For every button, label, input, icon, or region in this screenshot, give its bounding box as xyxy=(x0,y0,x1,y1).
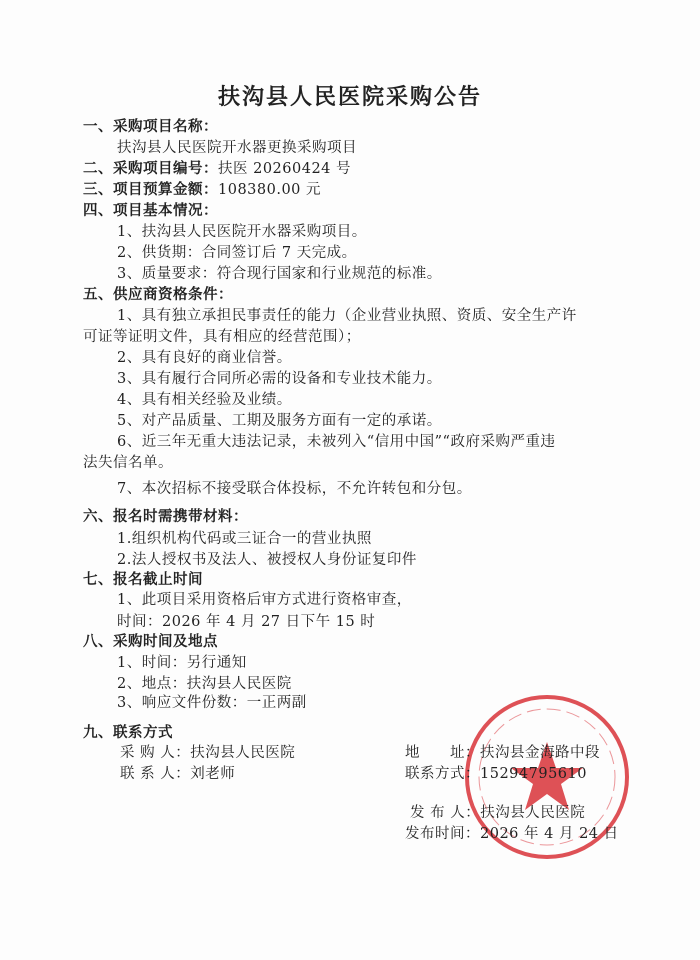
line-text: 1、具有独立承担民事责任的能力（企业营业执照、资质、安全生产许 xyxy=(117,308,577,324)
publish-date-line: 发布时间：2026 年 4 月 24 日 xyxy=(405,826,619,842)
content-line xyxy=(117,527,372,548)
line-text: 一、采购项目名称： xyxy=(83,119,218,135)
line-text: 3、质量要求：符合现行国家和行业规范的标准。 xyxy=(117,266,442,282)
line-text: 六、报名时需携带材料： xyxy=(83,509,248,525)
section-heading xyxy=(83,505,248,526)
line-text: 3、具有履行合同所必需的设备和专业技术能力。 xyxy=(117,371,442,387)
line-text: 法失信名单。 xyxy=(83,455,173,471)
line-text: 四、项目基本情况： xyxy=(83,203,218,219)
line-text: 1.组织机构代码或三证合一的营业执照 xyxy=(117,531,372,547)
section-heading xyxy=(83,721,173,742)
content-line xyxy=(117,409,442,430)
line-text: 2、地点：扶沟县人民医院 xyxy=(117,676,292,692)
line-text: 4、具有相关经验及业绩。 xyxy=(117,392,292,408)
line-text: 3、响应文件份数：一正两副 xyxy=(117,695,307,711)
publisher-line: 发 布 人：扶沟县人民医院 xyxy=(410,805,586,821)
section-heading xyxy=(83,199,218,220)
content-line xyxy=(117,241,357,262)
content-line xyxy=(83,451,173,472)
line-text: 扶沟县人民医院开水器更换采购项目 xyxy=(117,140,357,156)
line-text: 6、近三年无重大违法记录，未被列入“信用中国”“政府采购严重违 xyxy=(117,434,556,450)
section-heading xyxy=(83,115,218,136)
content-line xyxy=(117,548,417,569)
line-text: 2、具有良好的商业信誉。 xyxy=(117,350,292,366)
content-line xyxy=(117,430,555,451)
line-value: 108380.00 元 xyxy=(218,182,322,198)
line-text: 三、项目预算金额： xyxy=(83,182,218,198)
buyer-line: 采 购 人：扶沟县人民医院 xyxy=(120,745,296,761)
line-text: 八、采购时间及地点 xyxy=(83,634,218,650)
phone-line: 联系方式：15294795610 xyxy=(405,766,587,782)
section-heading xyxy=(83,283,233,304)
content-line xyxy=(117,262,442,283)
content-line xyxy=(117,388,292,409)
content-line xyxy=(117,691,307,712)
page-title: 扶沟县人民医院采购公告 xyxy=(217,85,482,110)
content-line xyxy=(117,477,472,498)
line-text: 九、联系方式 xyxy=(83,725,173,741)
line-text: 时间：2026 年 4 月 27 日下午 15 时 xyxy=(117,614,376,630)
line-text: 五、供应商资格条件： xyxy=(83,287,233,303)
section-heading xyxy=(83,568,203,589)
content-line xyxy=(117,588,412,609)
content-line xyxy=(117,304,577,325)
content-line xyxy=(117,346,292,367)
line-value: 扶医 20260424 号 xyxy=(218,161,352,177)
line-text: 2.法人授权书及法人、被授权人身份证复印件 xyxy=(117,552,417,568)
line-text: 1、时间：另行通知 xyxy=(117,655,247,671)
line-text: 7、本次招标不接受联合体投标，不允许转包和分包。 xyxy=(117,481,472,497)
content-line xyxy=(117,220,367,241)
section-heading xyxy=(83,178,321,199)
line-text: 可证等证明文件，具有相应的经营范围）； xyxy=(83,329,361,345)
content-line xyxy=(117,367,442,388)
line-text: 七、报名截止时间 xyxy=(83,572,203,588)
content-line xyxy=(117,136,357,157)
line-text: 1、此项目采用资格后审方式进行资格审查， xyxy=(117,592,412,608)
content-line xyxy=(83,325,361,346)
content-line xyxy=(117,610,375,631)
section-heading xyxy=(83,157,351,178)
line-text: 2、供货期：合同签订后 7 天完成。 xyxy=(117,245,357,261)
content-line xyxy=(117,672,292,693)
line-text: 5、对产品质量、工期及服务方面有一定的承诺。 xyxy=(117,413,442,429)
line-text: 1、扶沟县人民医院开水器采购项目。 xyxy=(117,224,367,240)
line-text: 二、采购项目编号： xyxy=(83,161,218,177)
address-line: 地 址：扶沟县金海路中段 xyxy=(405,745,600,761)
contact-person-line: 联 系 人：刘老师 xyxy=(120,766,236,782)
content-line xyxy=(117,651,247,672)
section-heading xyxy=(83,630,218,651)
